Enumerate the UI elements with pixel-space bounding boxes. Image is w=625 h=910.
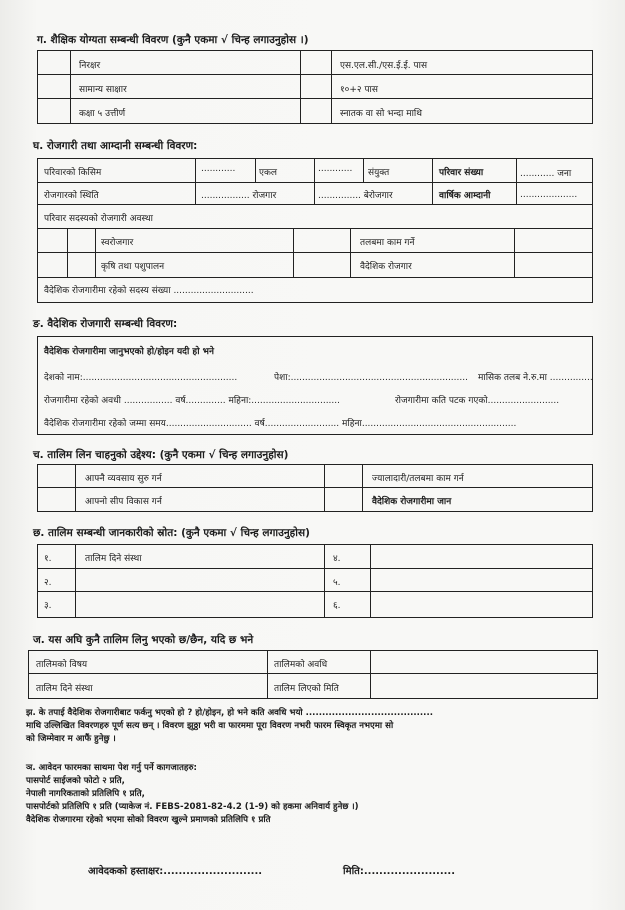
education-grade-five: कक्षा ५ उत्तीर्ण [79, 109, 126, 119]
source-num-5: ५. [333, 578, 341, 588]
purpose-own-business: आफ्नै व्यवसाय सुरु गर्न [85, 474, 162, 484]
country-field[interactable]: देशको नाम:...................................................... [44, 373, 238, 383]
document-citizenship: नेपाली नागरिकताको प्रतिलिपि १ प्रति, [26, 789, 145, 799]
education-plus-two: १०+२ पास [340, 85, 378, 95]
returned-question: झ. के तपाई वैदेशिक रोजगारीबाट फर्कनु भएको हो ? हो/होइन, हो भने कति अवधि भयो ....................................... [26, 708, 433, 718]
family-count-field[interactable]: ............ जना [520, 169, 572, 179]
profession-field[interactable]: पेशा:.............................................................. [274, 373, 468, 383]
source-num-2: २. [44, 578, 52, 588]
training-date-label: तालिम लिएको मिति [274, 684, 339, 694]
stay-time-field[interactable]: वैदेशिक रोजगारीमा रहेको जम्मा समय.............................. वर्ष.......................... महिना...................................................... [44, 419, 517, 429]
education-illiterate: निरक्षर [79, 61, 101, 71]
purpose-skill-development: आफ्नो सीप विकास गर्न [85, 497, 162, 507]
declaration-line-2: को जिम्मेवार म आफैं हुनेछु । [26, 734, 116, 744]
salary-field[interactable]: मासिक तलब ने.रु.मा ............... [478, 373, 593, 383]
agriculture-label: कृषि तथा पशुपालन [101, 262, 165, 272]
employment-heading: घ. रोजगारी तथा आम्दानी सम्बन्धी विवरण: [33, 140, 198, 152]
training-duration-label: तालिमको अवधि [274, 660, 328, 670]
applicant-signature-field[interactable]: आवेदकको हस्ताक्षर:.......................... [88, 866, 263, 877]
education-bachelor: स्नातक वा सो भन्दा माथि [340, 109, 423, 119]
declaration-line: माथि उल्लिखित विवरणहरु पूर्ण सत्य छन् । विवरण झुठ्ठा भरी वा फारममा पूरा विवरण नभरी फारम स्विकृत नभएमा सो [26, 721, 394, 731]
employed-field[interactable]: ................. रोजगार [201, 191, 277, 201]
duration-field[interactable]: रोजगारीमा रहेको अवधी ................. वर्ष.............. महिना:............................... [44, 396, 340, 406]
foreign-members-field[interactable]: वैदेशिक रोजगारीमा रहेको सदस्य संख्या ............................ [44, 286, 254, 296]
source-training-institution: तालिम दिने संस्था [85, 554, 142, 564]
source-num-6: ६. [333, 601, 341, 611]
document-foreign-proof: वैदेशिक रोजगारमा रहेको भएमा सोको विवरण खुल्ने प्रमाणको प्रतिलिपि १ प्रति [26, 815, 271, 825]
source-num-1: १. [44, 554, 52, 564]
training-institution-label: तालिम दिने संस्था [36, 684, 93, 694]
foreign-went-question: वैदेशिक रोजगारीमा जानुभएको हो/होइन यदी हो भने [44, 347, 214, 357]
single-label: एकल [259, 168, 277, 178]
document-photo: पासपोर्ट साईजको फोटो २ प्रति, [26, 776, 125, 786]
training-subject-label: तालिमको विषय [36, 660, 88, 670]
source-num-3: ३. [44, 601, 52, 611]
foreign-employment-heading: ङ. वैदेशिक रोजगारी सम्बन्धी विवरण: [33, 318, 178, 330]
wage-work-label: तलबमा काम गर्ने [360, 238, 415, 248]
employment-status-label: रोजगारको स्थिति [44, 191, 99, 201]
signature-date-field[interactable]: मिति:........................ [343, 866, 456, 877]
joint-label: संयुक्त [368, 168, 390, 178]
employment-table [37, 158, 593, 303]
annual-income-field[interactable]: .................... [520, 190, 578, 200]
education-heading: ग. शैक्षिक योग्यता सम्बन्धी विवरण (कुनै एकमा √ चिन्ह लगाउनुहोस ।) [37, 34, 309, 46]
document-passport: पासपोर्टको प्रतिलिपि १ प्रति (प्याकेज नं. FEBS-2081-82-4.2 (1-9) को हकमा अनिवार्य हुनेछ ।) [26, 802, 359, 812]
single-dots: ............ [201, 164, 236, 174]
info-source-heading: छ. तालिम सम्बन्धी जानकारीको स्रोत: (कुनै एकमा √ चिन्ह लगाउनुहोस) [33, 527, 310, 539]
education-literate: सामान्य साक्षार [79, 85, 127, 95]
training-purpose-heading: च. तालिम लिन चाहनुको उद्देश्य: (कुनै एकमा √ चिन्ह लगाउनुहोस) [33, 449, 289, 461]
previous-training-heading: ज. यस अघि कुनै तालिम लिनु भएको छ/छैन, यदि छ भने [33, 634, 254, 646]
joint-dots: ............ [318, 164, 353, 174]
education-slc: एस.एल.सी./एस.ई.ई. पास [340, 61, 428, 71]
family-count-label: परिवार संख्या [439, 168, 484, 178]
times-field[interactable]: रोजगारीमा कति पटक गएको......................... [395, 396, 560, 406]
purpose-wage-work: ज्यालादारी/तलबमा काम गर्न [372, 474, 464, 484]
member-status-label: परिवार सदस्यको रोजगारी अवस्था [44, 214, 153, 224]
foreign-employment-label: वैदेशिक रोजगार [360, 262, 412, 272]
source-num-4: ४. [333, 554, 341, 564]
self-employed-label: स्वरोजगार [101, 238, 134, 248]
unemployed-field[interactable]: ............... बेरोजगार [318, 191, 393, 201]
family-type-label: परिवारको किसिम [44, 168, 102, 178]
documents-heading: ञ. आवेदन फारमका साथमा पेश गर्नु पर्ने कागजातहरु: [26, 763, 197, 773]
annual-income-label: वार्षिक आम्दानी [439, 191, 491, 201]
purpose-foreign-employment: वैदेशिक रोजगारीमा जान [372, 497, 452, 507]
